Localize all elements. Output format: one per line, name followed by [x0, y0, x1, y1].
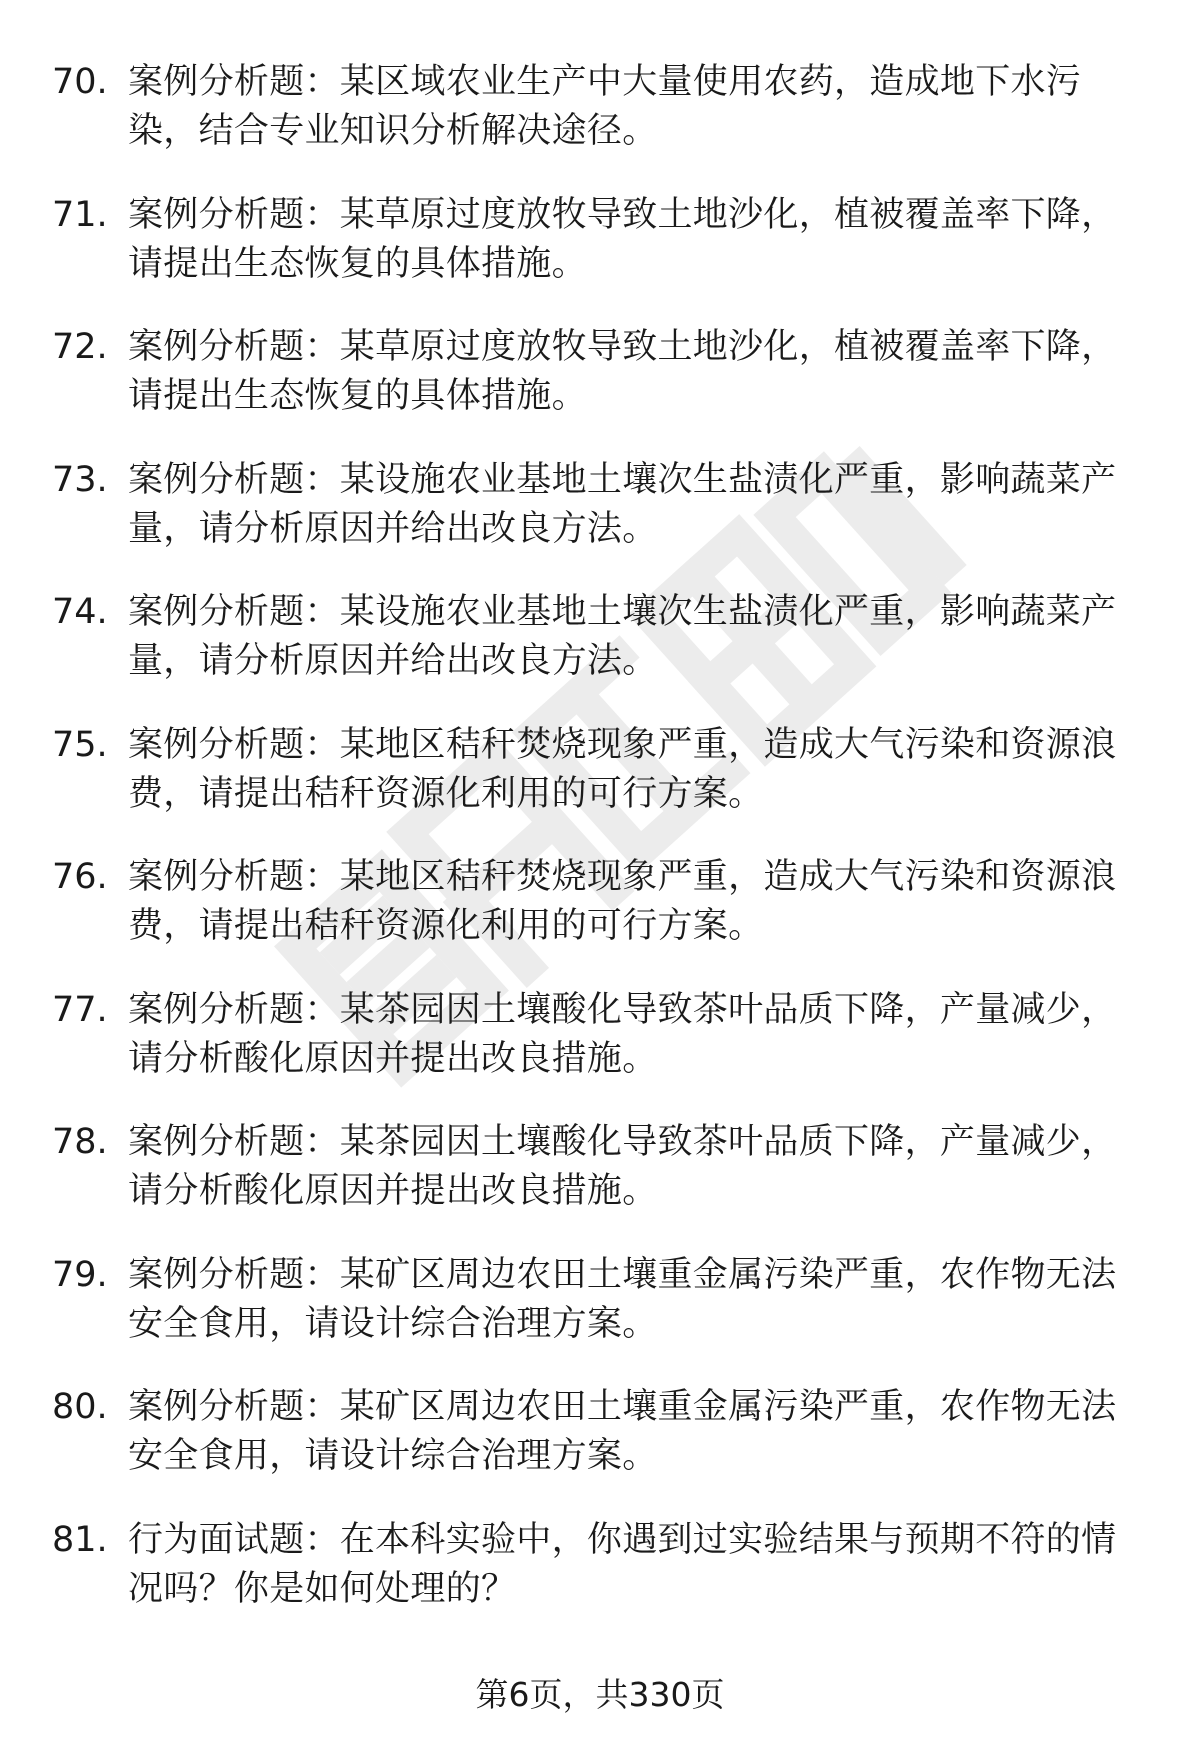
- question-item: [52, 191, 1152, 289]
- question-item: [52, 1118, 1152, 1216]
- question-list: [52, 58, 1152, 1648]
- question-text: 案例分析题：某矿区周边农田土壤重金属污染严重，农作物无法安全食用，请设计综合治理方案。: [128, 1254, 1117, 1344]
- question-item: [52, 986, 1152, 1084]
- question-number: 78.: [52, 1122, 108, 1162]
- question-number: 72.: [52, 327, 108, 367]
- question-number: 75.: [52, 724, 108, 765]
- question-number: 77.: [52, 989, 108, 1030]
- question-number: 74.: [52, 592, 108, 632]
- question-text: 案例分析题：某茶园因土壤酸化导致茶叶品质下降，产量减少，请分析酸化原因并提出改良措施。: [128, 989, 1117, 1079]
- question-number: 81.: [52, 1519, 108, 1560]
- question-item: [52, 1383, 1152, 1481]
- question-item: [52, 323, 1152, 421]
- question-item: [52, 721, 1152, 819]
- question-text: 案例分析题：某矿区周边农田土壤重金属污染严重，农作物无法安全食用，请设计综合治理方案。: [128, 1387, 1117, 1476]
- question-item: [52, 588, 1152, 686]
- question-item: [52, 1516, 1152, 1614]
- question-text: 案例分析题：某草原过度放牧导致土地沙化，植被覆盖率下降，请提出生态恢复的具体措施。: [128, 327, 1117, 416]
- question-text: 案例分析题：某地区秸秆焚烧现象严重，造成大气污染和资源浪费，请提出秸秆资源化利用的可行方案。: [128, 724, 1117, 814]
- question-item: [52, 853, 1152, 951]
- question-text: 案例分析题：某区域农业生产中大量使用农药，造成地下水污染，结合专业知识分析解决途径。: [128, 62, 1082, 151]
- question-text: 案例分析题：某设施农业基地土壤次生盐渍化严重，影响蔬菜产量，请分析原因并给出改良方法。: [128, 592, 1117, 681]
- question-text: 案例分析题：某茶园因土壤酸化导致茶叶品质下降，产量减少，请分析酸化原因并提出改良措施。: [128, 1122, 1117, 1211]
- question-item: [52, 1251, 1152, 1349]
- question-text: 案例分析题：某草原过度放牧导致土地沙化，植被覆盖率下降，请提出生态恢复的具体措施。: [128, 194, 1117, 284]
- question-text: 行为面试题：在本科实验中，你遇到过实验结果与预期不符的情况吗？你是如何处理的？: [128, 1519, 1117, 1609]
- question-item: [52, 456, 1152, 554]
- question-number: 76.: [52, 857, 108, 897]
- page-footer: 第6页，共330页: [475, 1675, 725, 1714]
- question-number: 73.: [52, 459, 108, 500]
- question-number: 79.: [52, 1254, 108, 1295]
- question-number: 71.: [52, 194, 108, 235]
- question-number: 70.: [52, 62, 108, 102]
- question-item: [52, 58, 1152, 156]
- question-number: 80.: [52, 1387, 108, 1427]
- question-text: 案例分析题：某地区秸秆焚烧现象严重，造成大气污染和资源浪费，请提出秸秆资源化利用的可行方案。: [128, 857, 1117, 946]
- question-text: 案例分析题：某设施农业基地土壤次生盐渍化严重，影响蔬菜产量，请分析原因并给出改良方法。: [128, 459, 1117, 549]
